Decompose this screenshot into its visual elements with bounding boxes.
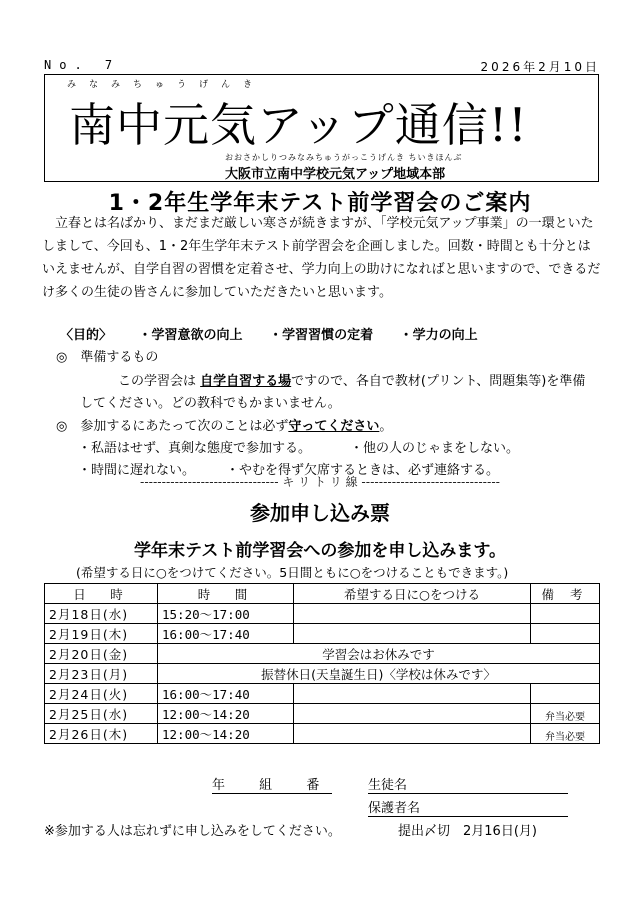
newsletter-banner — [44, 74, 599, 182]
row-remark: 弁当必要 — [531, 704, 600, 724]
rule-item: ・私語はせず、真剣な態度で参加する。 — [78, 441, 311, 456]
table-row — [45, 704, 600, 724]
row-date: 2月25日(水) — [45, 704, 158, 724]
banner-org-ruby: おおさかしりつみなみちゅうがっこうげんき ちいきほんぶ — [225, 153, 463, 162]
row-date: 2月20日(金) — [45, 644, 158, 664]
rules-heading-c: 。 — [379, 419, 393, 434]
rule-item: ・時間に遅れない。 — [78, 463, 196, 478]
row-date: 2月19日(木) — [45, 624, 158, 644]
purpose-item: ・学習習慣の定着 — [269, 328, 374, 343]
rule-item: ・やむを得ず欠席するときは、必ず連絡する。 — [226, 463, 500, 478]
page-heading: 1・2年生学年末テスト前学習会のご案内 — [108, 191, 532, 216]
row-time: 15:20〜17:00 — [158, 604, 294, 624]
cut-line: -------------------------------- キ リ ト リ 線 -------------------------------- — [139, 475, 500, 489]
number-label: 番 — [306, 778, 320, 793]
guardian-name-field[interactable] — [368, 797, 568, 817]
class-field[interactable] — [212, 774, 332, 794]
rules-heading-a: ◎ 参加するにあたって次のことは必ず — [56, 419, 289, 434]
select-cell[interactable] — [294, 604, 531, 624]
prepare-line-1 — [118, 370, 585, 389]
row-remark — [531, 624, 600, 644]
prepare-text-c: ですので、各自で教材(プリント、問題集等)を準備 — [291, 374, 586, 389]
form-title: 参加申し込み票 — [250, 501, 390, 525]
purpose-row — [60, 324, 500, 343]
table-header-row — [45, 584, 600, 604]
select-cell[interactable] — [294, 684, 531, 704]
row-time: 12:00〜14:20 — [158, 704, 294, 724]
header-date: 日 時 — [45, 584, 158, 604]
table-row — [45, 604, 600, 624]
deadline-text: 提出〆切 2月16日(月) — [398, 824, 537, 839]
guardian-label: 保護者名 — [368, 801, 421, 816]
intro-text: 立春とは名ばかり、まだまだ厳しい寒さが続きますが、「学校元気アップ事業」の一環といたしまして、今回も、1・2年生学年末テスト前学習会を企画しました。回数・時間とも十分とはいえませんが、自学自習の習慣を定着させ、学力向上の助けになればと思いますので、できるだけ多くの生徒の皆さんに参加していただきたいと思います。 — [42, 216, 601, 300]
select-cell[interactable] — [294, 704, 531, 724]
header-remark: 備 考 — [531, 584, 600, 604]
row-time: 12:00〜14:20 — [158, 724, 294, 744]
newsletter-organization: 大阪市立南中学校元気アップ地域本部 — [225, 167, 446, 182]
table-row — [45, 724, 600, 744]
select-cell[interactable] — [294, 724, 531, 744]
table-row — [45, 664, 600, 684]
newsletter-title: 南中元気アップ通信!! — [69, 98, 528, 152]
row-remark — [531, 684, 600, 704]
prepare-heading: ◎ 準備するもの — [56, 350, 159, 365]
form-subtitle: 学年末テスト前学習会への参加を申し込みます。 — [134, 541, 506, 561]
intro-paragraph — [42, 212, 602, 304]
student-name-field[interactable] — [368, 774, 568, 794]
student-label: 生徒名 — [368, 778, 408, 793]
row-date: 2月26日(木) — [45, 724, 158, 744]
row-date: 2月23日(月) — [45, 664, 158, 684]
row-note: 学習会はお休みです — [158, 644, 600, 664]
table-row — [45, 644, 600, 664]
purpose-item: ・学力の向上 — [399, 328, 478, 343]
form-note: (希望する日に○をつけてください。5日間ともに○をつけることもできます。) — [76, 565, 509, 580]
row-date: 2月18日(水) — [45, 604, 158, 624]
row-time: 16:00〜17:40 — [158, 684, 294, 704]
select-cell[interactable] — [294, 624, 531, 644]
rule-item: ・他の人のじゃまをしない。 — [350, 441, 520, 456]
header-select: 希望する日に○をつける — [294, 584, 531, 604]
purpose-item: ・学習意欲の向上 — [138, 328, 243, 343]
row-remark — [531, 604, 600, 624]
year-label: 年 — [212, 778, 226, 793]
prepare-line-2: してください。どの教科でもかまいません。 — [80, 396, 341, 411]
rules-emphasis: 守ってください — [288, 419, 380, 434]
schedule-table — [44, 583, 600, 744]
row-remark: 弁当必要 — [531, 724, 600, 744]
issue-date: 2026年2月10日 — [480, 60, 600, 74]
prepare-emphasis: 自学自習する場 — [200, 374, 292, 389]
purpose-label: 〈目的〉 — [60, 328, 113, 343]
reminder-text: ※参加する人は忘れずに申し込みをしてください。 — [44, 824, 341, 839]
rules-heading — [56, 415, 392, 434]
table-row — [45, 624, 600, 644]
class-label: 組 — [259, 778, 273, 793]
row-time: 16:00〜17:40 — [158, 624, 294, 644]
prepare-text-a: この学習会は — [118, 374, 197, 389]
table-row — [45, 684, 600, 704]
row-note: 振替休日(天皇誕生日)〈学校は休みです〉 — [158, 664, 600, 684]
issue-number: No. 7 — [44, 58, 121, 72]
banner-title-ruby: みなみちゅうげんき — [67, 80, 266, 90]
header-time: 時 間 — [158, 584, 294, 604]
row-date: 2月24日(火) — [45, 684, 158, 704]
